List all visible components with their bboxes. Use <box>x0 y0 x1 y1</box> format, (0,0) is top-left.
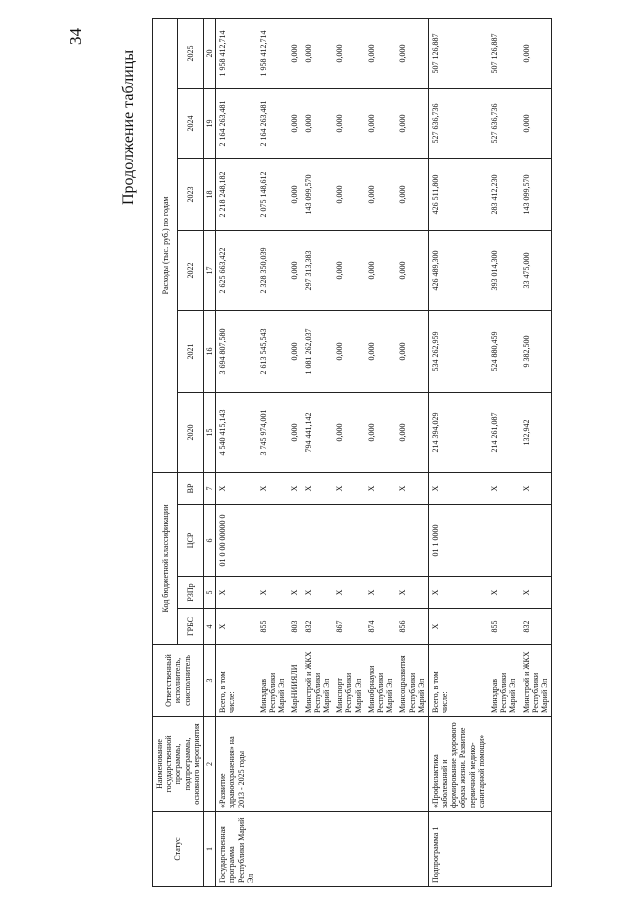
header-budget-code: Код бюджетной классификации <box>153 472 178 644</box>
grbs-cell: Х <box>428 609 488 645</box>
vr-cell: Х <box>302 472 334 504</box>
expense-value-cell: 0,000 <box>520 88 552 158</box>
column-index: 4 <box>203 609 215 645</box>
expense-value-cell: 2 613 545,543 <box>257 310 289 392</box>
expense-value-cell: 283 412,230 <box>488 158 520 230</box>
status-cell <box>288 812 301 887</box>
expense-value-cell: 507 126,887 <box>428 18 488 88</box>
table-row <box>396 18 428 886</box>
expense-value-cell: 0,000 <box>365 310 397 392</box>
table-row <box>288 18 301 886</box>
rzpr-cell: Х <box>428 577 488 609</box>
expense-value-cell: 0,000 <box>288 310 301 392</box>
expense-value-cell: 3 694 807,580 <box>216 310 257 392</box>
csr-cell <box>520 505 552 577</box>
csr-cell: 01 0 00 00000 0 <box>216 505 257 577</box>
rzpr-cell: Х <box>365 577 397 609</box>
expense-value-cell: 794 441,142 <box>302 392 334 472</box>
expense-value-cell: 2 075 148,612 <box>257 158 289 230</box>
status-cell <box>520 812 552 887</box>
grbs-cell: Х <box>216 609 257 645</box>
expense-value-cell: 2 164 263,481 <box>216 88 257 158</box>
program-name-cell <box>302 717 334 812</box>
expense-value-cell: 0,000 <box>365 230 397 310</box>
expense-value-cell: 0,000 <box>333 230 365 310</box>
expense-value-cell: 0,000 <box>365 18 397 88</box>
grbs-cell: 832 <box>302 609 334 645</box>
expense-value-cell: 0,000 <box>396 158 428 230</box>
status-cell <box>302 812 334 887</box>
header-responsible: Ответственный исполнитель, соисполнитель <box>153 645 204 717</box>
table-row <box>520 18 552 886</box>
grbs-cell: 855 <box>488 609 520 645</box>
rzpr-cell: Х <box>488 577 520 609</box>
table-row <box>488 18 520 886</box>
expense-value-cell: 9 382,500 <box>520 310 552 392</box>
program-name-cell <box>488 717 520 812</box>
header-year: 2025 <box>178 18 203 88</box>
expense-value-cell: 0,000 <box>396 230 428 310</box>
expense-value-cell: 524 880,459 <box>488 310 520 392</box>
column-index: 17 <box>203 230 215 310</box>
expense-value-cell: 143 099,570 <box>520 158 552 230</box>
program-name-cell <box>396 717 428 812</box>
expense-value-cell: 1 081 262,037 <box>302 310 334 392</box>
grbs-cell: 832 <box>520 609 552 645</box>
status-cell: Подпрограмма 1 <box>428 812 488 887</box>
header-year: 2023 <box>178 158 203 230</box>
vr-cell: Х <box>216 472 257 504</box>
header-year: 2022 <box>178 230 203 310</box>
vr-cell: Х <box>488 472 520 504</box>
program-name-cell <box>520 717 552 812</box>
table-row <box>333 18 365 886</box>
table-row <box>302 18 334 886</box>
grbs-cell: 874 <box>365 609 397 645</box>
expense-value-cell: 0,000 <box>333 310 365 392</box>
responsible-cell: Минобрнауки Республики Марий Эл <box>365 645 397 717</box>
program-name-cell <box>365 717 397 812</box>
expense-value-cell: 426 511,800 <box>428 158 488 230</box>
program-name-cell: «Развитие здравоохранения» на 2013 - 2025 годы <box>216 717 257 812</box>
expense-value-cell: 2 164 263,481 <box>257 88 289 158</box>
expense-value-cell: 1 958 412,714 <box>257 18 289 88</box>
responsible-cell: МарНИИЯЛИ <box>288 645 301 717</box>
rzpr-cell: Х <box>216 577 257 609</box>
column-index: 1 <box>203 812 215 887</box>
expense-value-cell: 4 540 415,143 <box>216 392 257 472</box>
csr-cell: 01 1 0000 <box>428 505 488 577</box>
table-row <box>365 18 397 886</box>
grbs-cell: 855 <box>257 609 289 645</box>
csr-cell <box>333 505 365 577</box>
header-year: 2021 <box>178 310 203 392</box>
status-cell: Государственная программа Республики Марий Эл <box>216 812 257 887</box>
responsible-cell: Минздрав Республики Марий Эл <box>488 645 520 717</box>
budget-table <box>152 18 552 887</box>
csr-cell <box>257 505 289 577</box>
status-cell <box>365 812 397 887</box>
expense-value-cell: 297 313,383 <box>302 230 334 310</box>
rzpr-cell: Х <box>520 577 552 609</box>
expense-value-cell: 3 745 974,001 <box>257 392 289 472</box>
column-index: 19 <box>203 88 215 158</box>
header-year: 2020 <box>178 392 203 472</box>
table-body <box>216 18 552 886</box>
vr-cell: Х <box>288 472 301 504</box>
header-name: Наименование государственной программы, подпрограммы, основного мероприятия <box>153 717 204 812</box>
column-index: 3 <box>203 645 215 717</box>
expense-value-cell: 393 014,300 <box>488 230 520 310</box>
program-name-cell <box>288 717 301 812</box>
responsible-cell: Всего, в том числе: <box>428 645 488 717</box>
program-name-cell <box>257 717 289 812</box>
program-name-cell: «Профилактика заболеваний и формирование здорового образа жизни. Развитие первичной медико-санитарной помощи» <box>428 717 488 812</box>
expense-value-cell: 0,000 <box>396 392 428 472</box>
header-vr: ВР <box>178 472 203 504</box>
expense-value-cell: 132,942 <box>520 392 552 472</box>
header-expenses: Расходы (тыс. руб.) по годам <box>153 18 178 472</box>
continuation-title: Продолжение таблицы <box>120 49 137 205</box>
expense-value-cell: 0,000 <box>333 18 365 88</box>
table-row <box>216 18 257 886</box>
rzpr-cell: Х <box>302 577 334 609</box>
expense-value-cell: 527 636,736 <box>488 88 520 158</box>
csr-cell <box>302 505 334 577</box>
rzpr-cell: Х <box>396 577 428 609</box>
vr-cell: Х <box>365 472 397 504</box>
expense-value-cell: 0,000 <box>302 88 334 158</box>
program-name-cell <box>333 717 365 812</box>
rzpr-cell: Х <box>257 577 289 609</box>
table-row <box>428 18 488 886</box>
vr-cell: Х <box>396 472 428 504</box>
responsible-cell: Минстрой и ЖКХ Республики Марий Эл <box>302 645 334 717</box>
responsible-cell: Всего, в том числе: <box>216 645 257 717</box>
status-cell <box>333 812 365 887</box>
column-index: 20 <box>203 18 215 88</box>
page-number: 34 <box>66 28 85 45</box>
header-year: 2024 <box>178 88 203 158</box>
responsible-cell: Минсоцразвития Республики Марий Эл <box>396 645 428 717</box>
column-index: 18 <box>203 158 215 230</box>
header-grbs: ГРБС <box>178 609 203 645</box>
expense-value-cell: 2 328 350,039 <box>257 230 289 310</box>
expense-value-cell: 143 099,570 <box>302 158 334 230</box>
expense-value-cell: 0,000 <box>365 88 397 158</box>
expense-value-cell: 0,000 <box>520 18 552 88</box>
expense-value-cell: 0,000 <box>333 88 365 158</box>
column-index: 15 <box>203 392 215 472</box>
expense-value-cell: 0,000 <box>288 230 301 310</box>
vr-cell: Х <box>520 472 552 504</box>
rzpr-cell: Х <box>333 577 365 609</box>
responsible-cell: Минспорт Республики Марий Эл <box>333 645 365 717</box>
expense-value-cell: 0,000 <box>288 18 301 88</box>
expense-value-cell: 527 636,736 <box>428 88 488 158</box>
header-rzpr: РЗПр <box>178 577 203 609</box>
vr-cell: Х <box>333 472 365 504</box>
csr-cell <box>365 505 397 577</box>
expense-value-cell: 0,000 <box>288 88 301 158</box>
csr-cell <box>288 505 301 577</box>
grbs-cell: 867 <box>333 609 365 645</box>
expense-value-cell: 0,000 <box>396 310 428 392</box>
expense-value-cell: 214 394,029 <box>428 392 488 472</box>
column-index: 7 <box>203 472 215 504</box>
expense-value-cell: 0,000 <box>365 392 397 472</box>
column-index: 5 <box>203 577 215 609</box>
expense-value-cell: 534 262,959 <box>428 310 488 392</box>
expense-value-cell: 0,000 <box>333 158 365 230</box>
expense-value-cell: 0,000 <box>288 392 301 472</box>
grbs-cell: 803 <box>288 609 301 645</box>
responsible-cell: Минстрой и ЖКХ Республики Марий Эл <box>520 645 552 717</box>
expense-value-cell: 2 218 248,182 <box>216 158 257 230</box>
vr-cell: Х <box>257 472 289 504</box>
expense-value-cell: 214 261,087 <box>488 392 520 472</box>
column-index: 6 <box>203 505 215 577</box>
responsible-cell: Минздрав Республики Марий Эл <box>257 645 289 717</box>
expense-value-cell: 33 475,000 <box>520 230 552 310</box>
expense-value-cell: 507 126,887 <box>488 18 520 88</box>
expense-value-cell: 0,000 <box>288 158 301 230</box>
expense-value-cell: 1 958 412,714 <box>216 18 257 88</box>
expense-value-cell: 2 625 663,422 <box>216 230 257 310</box>
column-index: 2 <box>203 717 215 812</box>
table-row <box>257 18 289 886</box>
expense-value-cell: 0,000 <box>302 18 334 88</box>
column-index: 16 <box>203 310 215 392</box>
grbs-cell: 856 <box>396 609 428 645</box>
rzpr-cell: Х <box>288 577 301 609</box>
expense-value-cell: 0,000 <box>333 392 365 472</box>
csr-cell <box>396 505 428 577</box>
header-status: Статус <box>153 812 204 887</box>
header-csr: ЦСР <box>178 505 203 577</box>
status-cell <box>257 812 289 887</box>
expense-value-cell: 0,000 <box>396 18 428 88</box>
status-cell <box>396 812 428 887</box>
status-cell <box>488 812 520 887</box>
expense-value-cell: 0,000 <box>365 158 397 230</box>
column-index-row <box>203 18 215 886</box>
vr-cell: Х <box>428 472 488 504</box>
expense-value-cell: 426 489,300 <box>428 230 488 310</box>
csr-cell <box>488 505 520 577</box>
expense-value-cell: 0,000 <box>396 88 428 158</box>
